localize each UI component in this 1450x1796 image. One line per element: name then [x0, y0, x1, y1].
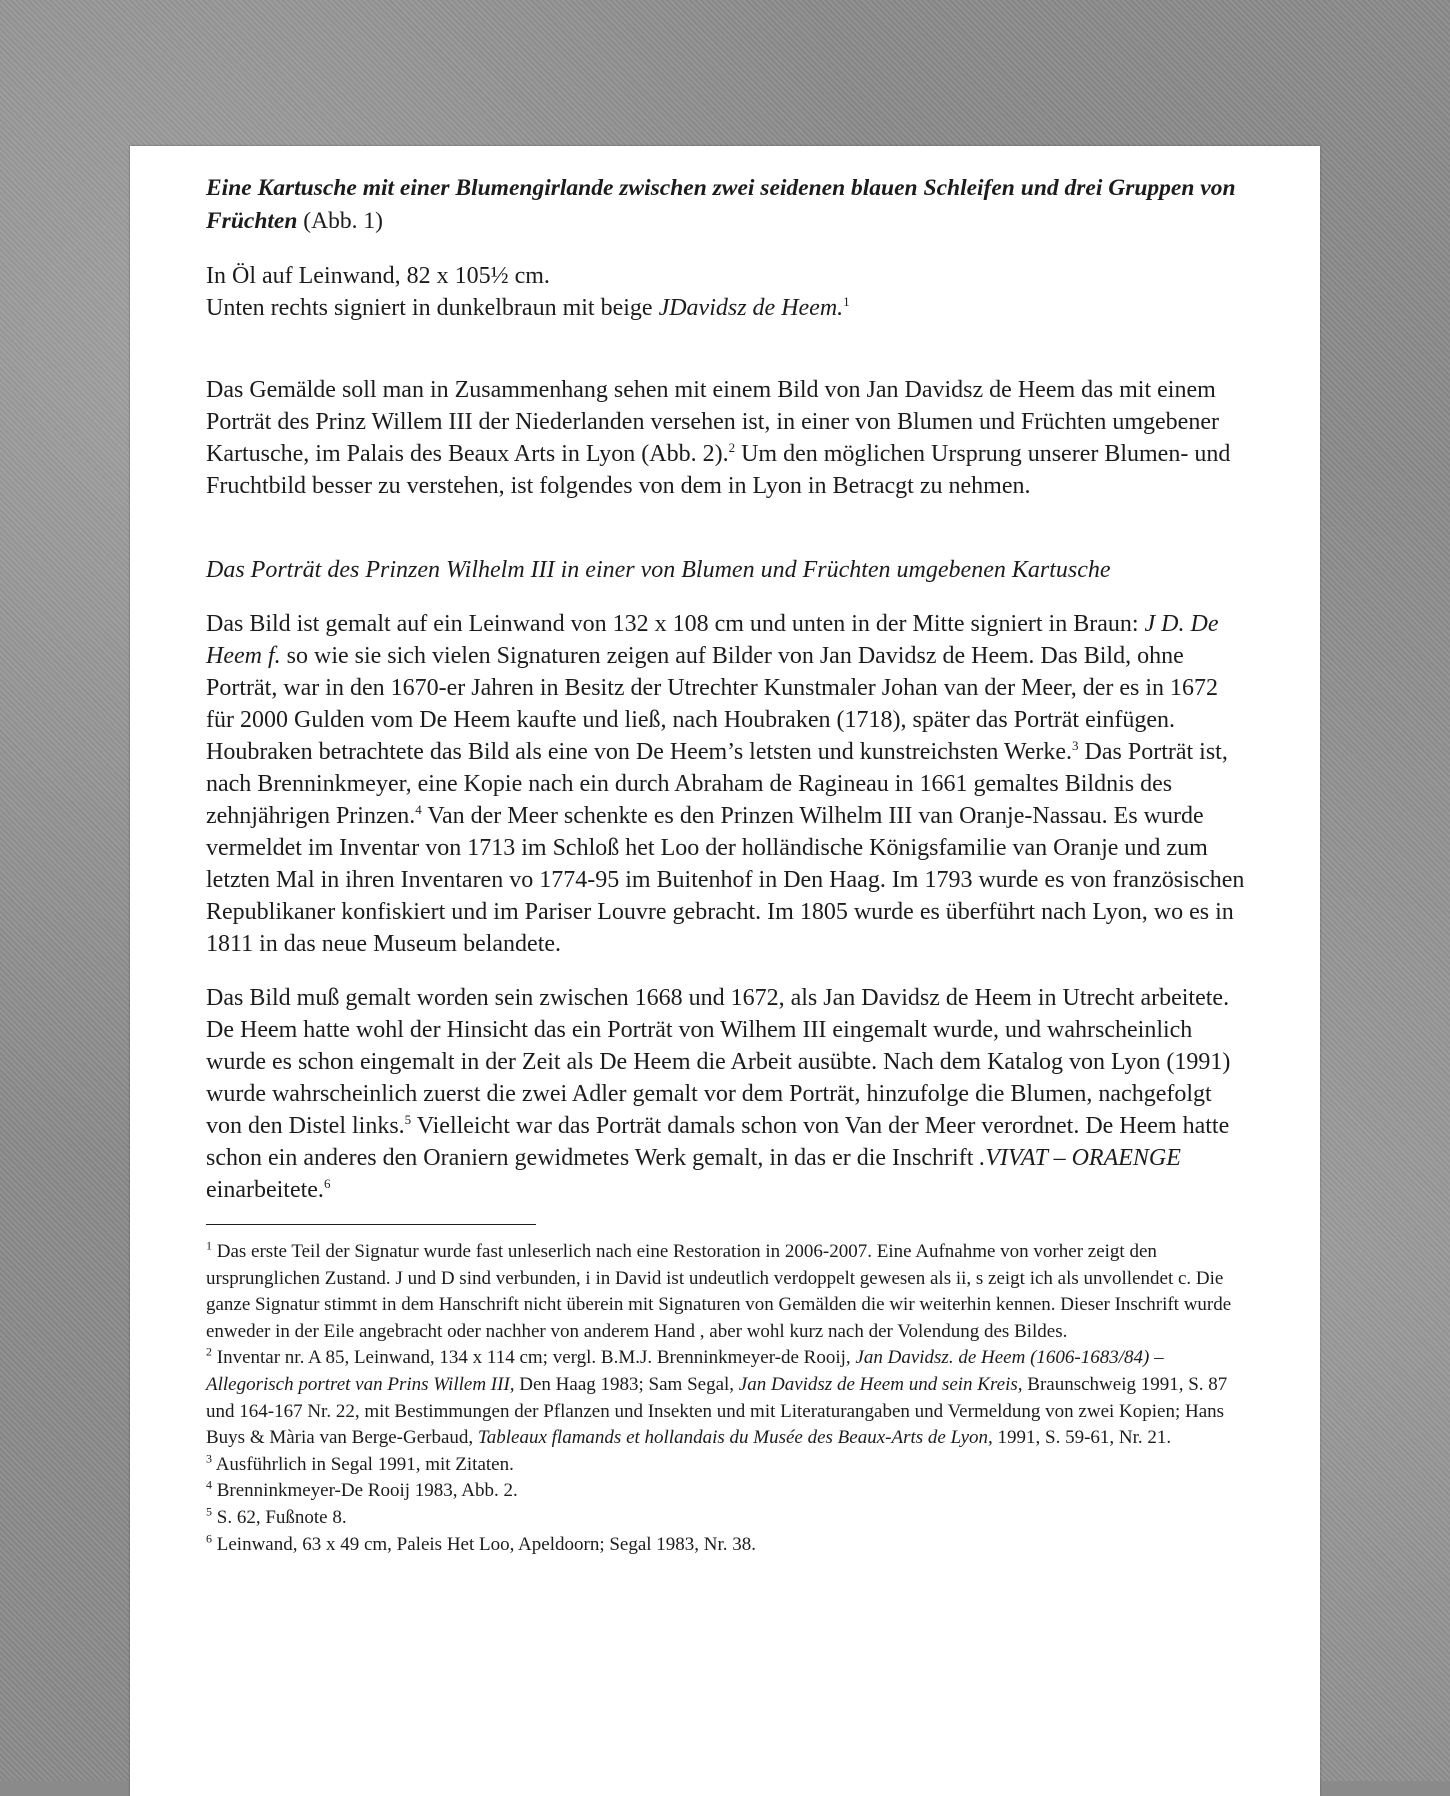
footnote-number: 1 — [206, 1238, 212, 1253]
paragraph-text: einarbeitete. — [206, 1177, 324, 1203]
footnote-ref: 6 — [323, 1176, 331, 1191]
document-title — [206, 172, 1246, 238]
paragraph-text: Das Bild ist gemalt auf ein Leinwand von 132 x 108 cm und unten in der Mitte signiert in Braun: — [206, 611, 1139, 637]
paragraph-text: Vielleicht war das Porträt damals schon von Van der Meer verordnet. De Heem hatte schon ein anderes den Oraniern gewidmetes Werk gemalt, in das er die Inschrift — [206, 1113, 1230, 1171]
footnote-text: Das erste Teil der Signatur wurde fast unleserlich nach eine Restoration in 2006-2007. Eine Aufnahme von vorher zeigt den ursprunglichen Zustand. J und D sind verbunden, i in David ist undeutlich verdoppelt gewesen als ii, s zeigt ich als unvollendet c. Die ganze Signatur stimmt in dem Hanschrift nicht überein mit Signaturen von Gemälden die wir weiterhin kennen. Dieser Inschrift wurde enweder in der Eile angebracht oder nachher von anderem Hand , aber wohl kurz nach der Volendung des Bildes. — [206, 1241, 1232, 1342]
paragraph-dating — [206, 982, 1246, 1206]
signature-prefix: Unten rechts signiert in dunkelbraun mit beige — [206, 295, 653, 321]
footnote-text: Inventar nr. A 85, Leinwand, 134 x 114 cm; vergl. B.M.J. Brenninkmeyer-de Rooij, — [216, 1347, 851, 1369]
footnote-5 — [206, 1505, 1246, 1532]
paragraph-text: Van der Meer schenkte es den Prinzen Wilhelm III van Oranje-Nassau. Es wurde vermeldet im Inventar von 1713 im Schloß het Loo der holländische Königsfamilie van Oranje und zum letzten Mal in ihren Inventaren vo 1774-95 im Buitenhof in Den Haag. Im 1793 wurde es von französischen Republikaner konfiskiert und im Pariser Louvre gebracht. Im 1805 wurde es überführt nach Lyon, wo es in 1811 in das neue Museum belandete. — [206, 803, 1245, 957]
footnote-ref: 1 — [843, 294, 850, 309]
footnote-ref: 4 — [415, 802, 422, 817]
signature-text: J D. De Heem f. — [206, 611, 1219, 669]
footnote-number: 6 — [206, 1531, 212, 1546]
footnote-1 — [206, 1239, 1246, 1345]
footnote-text: Leinwand, 63 x 49 cm, Paleis Het Loo, Apeldoorn; Segal 1983, Nr. 38. — [216, 1533, 757, 1555]
signature-line — [206, 292, 1246, 324]
footnote-ref: 2 — [728, 440, 736, 455]
paragraph-text: Um den möglichen Ursprung unserer Blumen- und Fruchtbild besser zu verstehen, ist folgendes von dem in Lyon in Betracgt zu nehmen. — [206, 441, 1231, 499]
inscription-text: .VIVAT – ORAENGE — [979, 1145, 1181, 1171]
footnote-2 — [206, 1345, 1246, 1451]
footnote-ref: 3 — [1072, 738, 1079, 753]
footnote-3 — [206, 1452, 1246, 1479]
footnote-number: 4 — [206, 1478, 212, 1493]
paragraph-text: Das Gemälde soll man in Zusammenhang sehen mit einem Bild von Jan Davidsz de Heem das mit einem Porträt des Prinz Willem III der Niederlanden versehen ist, in einer von Blumen und Früchten umgebener Kartusche, im Palais des Beaux Arts in Lyon (Abb. 2). — [206, 377, 1219, 467]
title-figure-ref: (Abb. 1) — [303, 208, 383, 234]
footnote-number: 2 — [206, 1345, 212, 1360]
footnote-4 — [206, 1478, 1246, 1505]
footnote-number: 3 — [206, 1451, 212, 1466]
document-body — [206, 172, 1246, 1558]
footnote-text: S. 62, Fußnote 8. — [216, 1506, 347, 1528]
footnote-title: Tableaux flamands et hollandais du Musée des Beaux-Arts de Lyon, — [477, 1427, 993, 1449]
footnote-text: Ausführlich in Segal 1991, mit Zitaten. — [215, 1453, 514, 1475]
signature-text: JDavidsz de Heem. — [658, 295, 844, 321]
paragraph-intro — [206, 374, 1246, 502]
footnote-text: Braunschweig 1991, S. 87 und 164-167 Nr. 22, mit Bestimmungen der Pflanzen und Insekten und mit Literaturangaben und Vermeldung von zwei Kopien; Hans Buys & Mària van Berge-Gerbaud, — [206, 1373, 1228, 1449]
footnote-text: Den Haag 1983; Sam Segal, — [519, 1373, 735, 1395]
footnote-separator — [206, 1224, 536, 1225]
footnote-number: 5 — [206, 1504, 212, 1519]
footnote-ref: 5 — [404, 1112, 412, 1127]
footnote-title: Jan Davidsz de Heem und sein Kreis, — [738, 1373, 1023, 1395]
paragraph-text: Das Bild muß gemalt worden sein zwischen 1668 und 1672, als Jan Davidsz de Heem in Utrecht arbeitete. De Heem hatte wohl der Hinsicht das ein Porträt von Wilhem III eingemalt wurde, und wahrscheinlich wurde es schon eingemalt in der Zeit als De Heem die Arbeit ausübte. Nach dem Katalog von Lyon (1991) wurde wahrscheinlich zuerst die zwei Adler gemalt vor dem Porträt, hinzufolge die Blumen, nachgefolgt von den Distel links. — [206, 985, 1231, 1139]
section-heading: Das Porträt des Prinzen Wilhelm III in einer von Blumen und Früchten umgebenen Kartusche — [206, 557, 1111, 583]
medium-line: In Öl auf Leinwand, 82 x 105½ cm. — [206, 263, 550, 289]
footnote-text: Brenninkmeyer-De Rooij 1983, Abb. 2. — [216, 1480, 518, 1502]
paragraph-text: Das Porträt ist, nach Brenninkmeyer, eine Kopie nach ein durch Abraham de Ragineau in 1661 gemaltes Bildnis des zehnjährigen Prinzen. — [206, 739, 1228, 829]
footnote-6 — [206, 1532, 1246, 1559]
footnote-text: 1991, S. 59-61, Nr. 21. — [997, 1427, 1172, 1449]
paragraph-history — [206, 608, 1246, 960]
title-main: Eine Kartusche mit einer Blumengirlande zwischen zwei seidenen blauen Schleifen und drei Gruppen von Früchten — [206, 175, 1236, 234]
footnote-title: Jan Davidsz. de Heem (1606-1683/84) – Allegorisch portret van Prins Willem III, — [206, 1347, 1164, 1395]
paragraph-text: so wie sie sich vielen Signaturen zeigen auf Bilder von Jan Davidsz de Heem. Das Bild, ohne Porträt, war in den 1670-er Jahren in Besitz der Utrechter Kunstmaler Johan van der Meer, der es in 1672 für 2000 Gulden vom De Heem kaufte und ließ, nach Houbraken (1718), später das Porträt einfügen. Houbraken betrachtete das Bild als eine von De Heem’s letsten und kunstreichsten Werke. — [206, 643, 1219, 765]
